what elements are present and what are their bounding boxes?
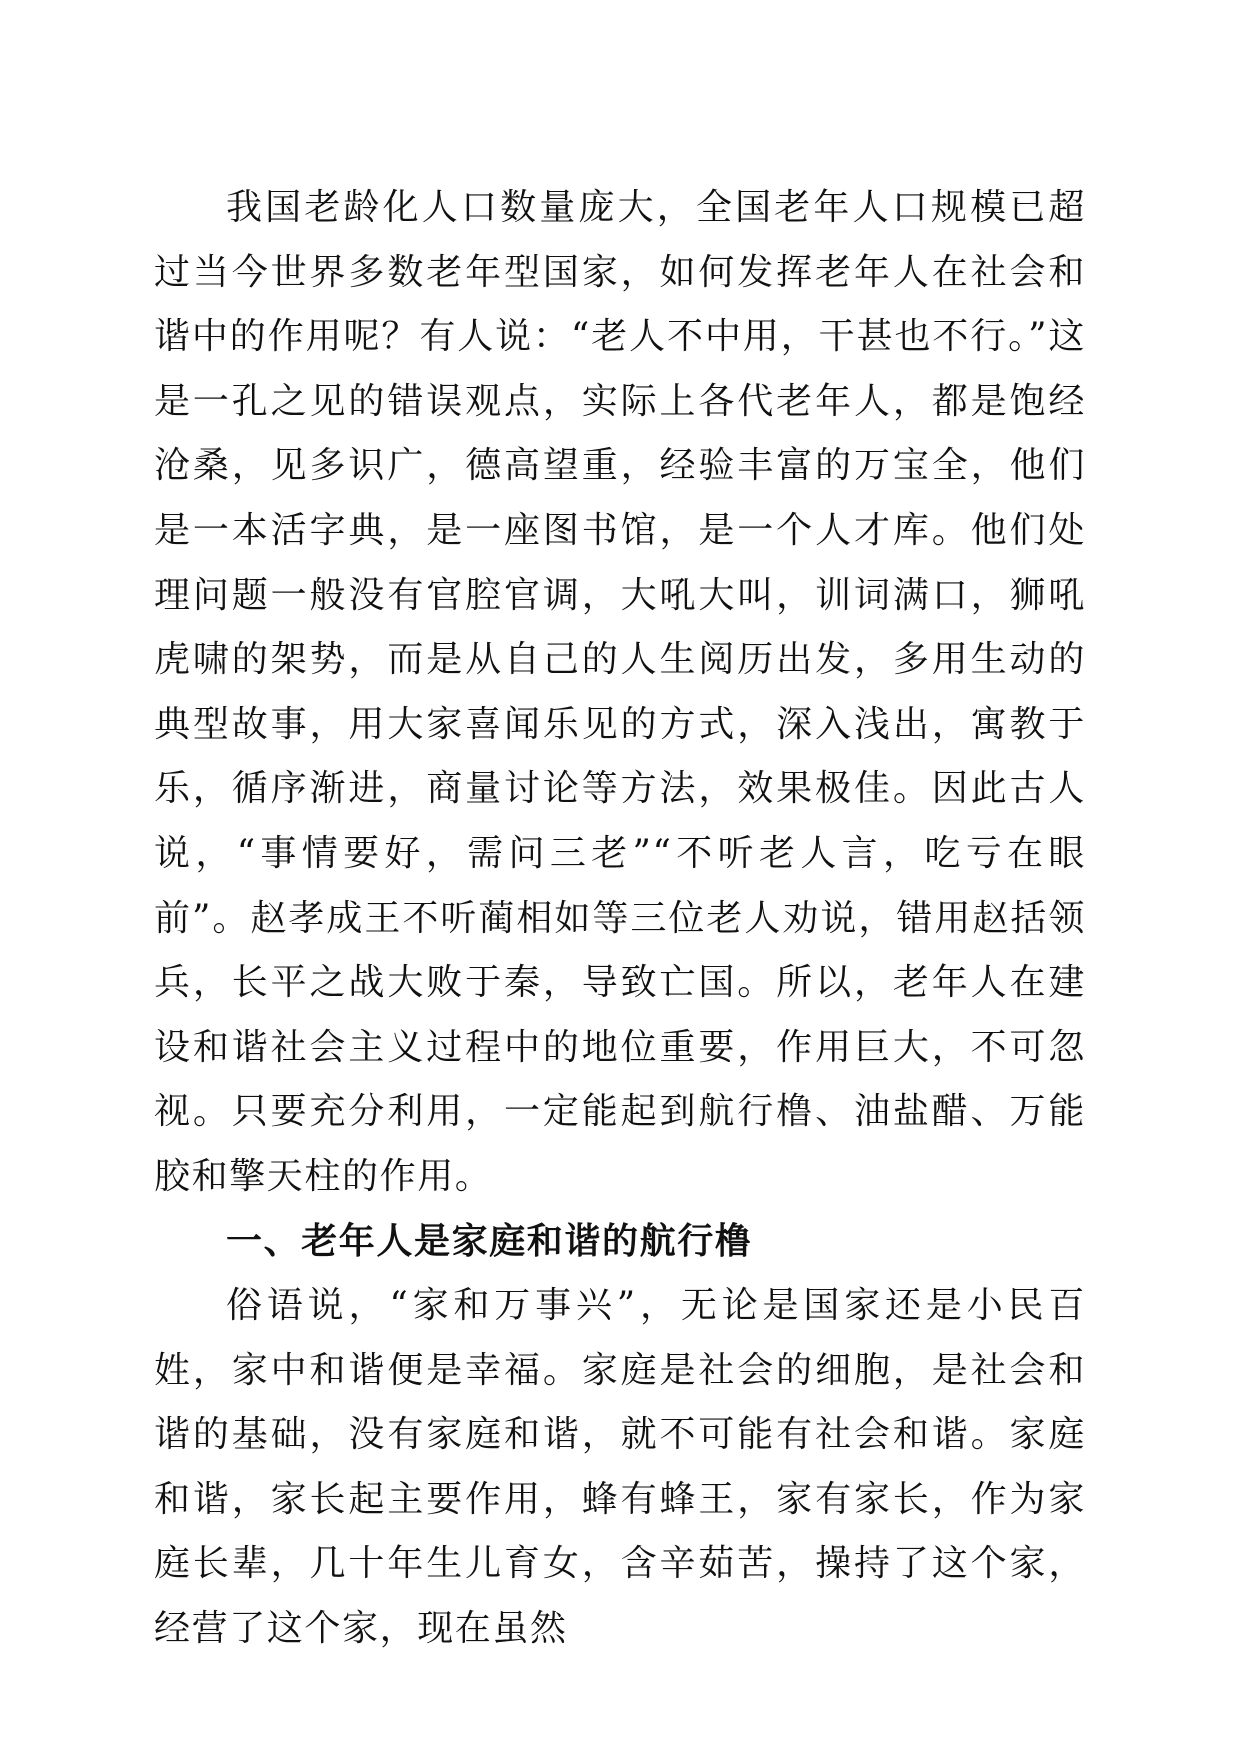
body-paragraph: 俗语说，“家和万事兴”，无论是国家还是小民百姓，家中和谐便是幸福。家庭是社会的细胞，是社会和谐的基础，没有家庭和谐，就不可能有社会和谐。家庭和谐，家长起主要作用，蜂有蜂王，家有家长，作为家庭长辈，几十年生儿育女，含辛茹苦，操持了这个家，经营了这个家，现在虽然 [154, 1285, 1086, 1650]
document-page [154, 176, 1086, 1662]
section-heading: 一、老年人是家庭和谐的航行橹 [226, 1220, 753, 1262]
body-paragraph: 我国老龄化人口数量庞大，全国老年人口规模已超过当今世界多数老年型国家，如何发挥老年人在社会和谐中的作用呢？有人说：“老人不中用，干甚也不行。”这是一孔之见的错误观点，实际上各代老年人，都是饱经沧桑，见多识广，德高望重，经验丰富的万宝全，他们是一本活字典，是一座图书馆，是一个人才库。他们处理问题一般没有官腔官调，大吼大叫，训词满口，狮吼虎啸的架势，而是从自己的人生阅历出发，多用生动的典型故事，用大家喜闻乐见的方式，深入浅出，寓教于乐，循序渐进，商量讨论等方法，效果极佳。因此古人说，“事情要好，需问三老”“不听老人言，吃亏在眼前”。赵孝成王不听蔺相如等三位老人劝说，错用赵括领兵，长平之战大败于秦，导致亡国。所以，老年人在建设和谐社会主义过程中的地位重要，作用巨大，不可忽视。只要充分利用，一定能起到航行橹、油盐醋、万能胶和擎天柱的作用。 [154, 187, 1086, 1197]
